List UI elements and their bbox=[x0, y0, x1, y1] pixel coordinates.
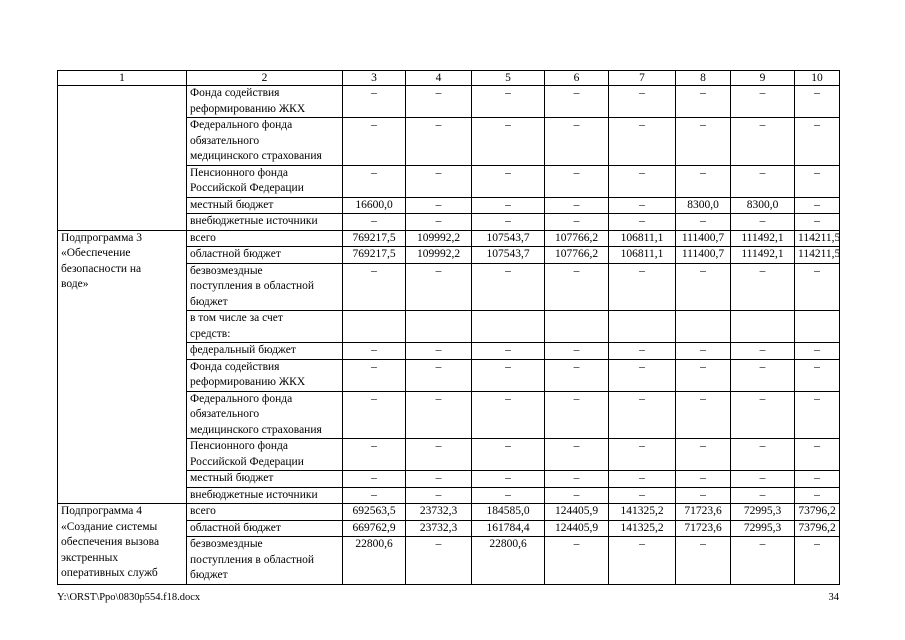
subprogram-name bbox=[58, 230, 187, 504]
subprogram-name-line: обеспечения вызова bbox=[61, 536, 160, 548]
value-cell: – bbox=[545, 214, 609, 231]
subprogram-name-line: безопасности на bbox=[61, 262, 142, 275]
value-cell: – bbox=[795, 86, 840, 118]
value-cell: – bbox=[545, 359, 609, 391]
value-cell: – bbox=[609, 391, 676, 439]
value-cell: 124405,9 bbox=[545, 520, 609, 537]
value-cell: – bbox=[676, 471, 731, 488]
value-cell: 22800,6 bbox=[343, 537, 406, 585]
value-cell: – bbox=[795, 197, 840, 214]
value-cell: – bbox=[609, 118, 676, 166]
value-cell: – bbox=[472, 471, 545, 488]
value-cell bbox=[472, 311, 545, 343]
funding-source bbox=[187, 359, 343, 391]
column-header: 9 bbox=[731, 71, 795, 86]
table-row bbox=[58, 230, 840, 247]
value-cell: 109992,2 bbox=[406, 230, 472, 247]
funding-source-line: федеральный бюджет bbox=[190, 344, 296, 356]
funding-source bbox=[187, 439, 343, 471]
value-cell: – bbox=[795, 214, 840, 231]
funding-source-line: в том числе за счет bbox=[190, 312, 283, 324]
funding-source bbox=[187, 504, 343, 521]
funding-source-line: Федерального фонда bbox=[190, 392, 293, 405]
table-body bbox=[58, 71, 840, 585]
subprogram-name-line: экстренных bbox=[61, 551, 119, 564]
value-cell: 23732,3 bbox=[406, 520, 472, 537]
funding-source-line: Федерального фонда bbox=[190, 119, 293, 131]
budget-table bbox=[57, 70, 840, 585]
value-cell bbox=[731, 311, 795, 343]
value-cell: 111400,7 bbox=[676, 247, 731, 264]
column-header: 4 bbox=[406, 71, 472, 86]
value-cell: – bbox=[795, 343, 840, 360]
value-cell: – bbox=[609, 197, 676, 214]
value-cell: 114211,5 bbox=[795, 247, 840, 264]
column-header: 8 bbox=[676, 71, 731, 86]
funding-source bbox=[187, 391, 343, 439]
value-cell: 769217,5 bbox=[343, 247, 406, 264]
value-cell: 8300,0 bbox=[731, 197, 795, 214]
value-cell: – bbox=[545, 439, 609, 471]
value-cell: 73796,2 bbox=[795, 504, 840, 521]
value-cell: – bbox=[545, 165, 609, 197]
funding-source bbox=[187, 214, 343, 231]
column-header: 3 bbox=[343, 71, 406, 86]
table-row bbox=[58, 504, 840, 521]
value-cell: – bbox=[676, 86, 731, 118]
value-cell bbox=[406, 311, 472, 343]
funding-source bbox=[187, 86, 343, 118]
value-cell: – bbox=[472, 359, 545, 391]
funding-source bbox=[187, 197, 343, 214]
value-cell: 71723,6 bbox=[676, 504, 731, 521]
value-cell: – bbox=[545, 86, 609, 118]
value-cell: – bbox=[795, 439, 840, 471]
value-cell: 692563,5 bbox=[343, 504, 406, 521]
funding-source-line: внебюджетные источники bbox=[190, 488, 318, 501]
value-cell: – bbox=[406, 537, 472, 585]
value-cell: – bbox=[545, 487, 609, 504]
funding-source-line: областной бюджет bbox=[190, 521, 281, 534]
value-cell: – bbox=[731, 263, 795, 311]
funding-source-line: поступления в областной bbox=[190, 553, 315, 566]
value-cell: – bbox=[545, 118, 609, 166]
subprogram-name-line: Подпрограмма 4 bbox=[61, 505, 143, 517]
value-cell: 111492,1 bbox=[731, 230, 795, 247]
funding-source-line: безвозмездные bbox=[190, 538, 263, 550]
value-cell: – bbox=[343, 471, 406, 488]
value-cell: – bbox=[676, 343, 731, 360]
value-cell: – bbox=[406, 439, 472, 471]
value-cell: – bbox=[406, 197, 472, 214]
value-cell: – bbox=[731, 439, 795, 471]
value-cell: – bbox=[731, 487, 795, 504]
value-cell: – bbox=[795, 359, 840, 391]
value-cell: 72995,3 bbox=[731, 520, 795, 537]
value-cell: 23732,3 bbox=[406, 504, 472, 521]
value-cell: – bbox=[795, 471, 840, 488]
value-cell: – bbox=[731, 118, 795, 166]
value-cell: 71723,6 bbox=[676, 520, 731, 537]
value-cell: – bbox=[343, 391, 406, 439]
value-cell: – bbox=[795, 487, 840, 504]
header-row bbox=[58, 71, 840, 86]
column-header: 6 bbox=[545, 71, 609, 86]
value-cell: – bbox=[343, 439, 406, 471]
subprogram-name-line: воде» bbox=[61, 278, 89, 290]
value-cell: – bbox=[676, 487, 731, 504]
value-cell: 141325,2 bbox=[609, 520, 676, 537]
value-cell: 106811,1 bbox=[609, 247, 676, 264]
value-cell: – bbox=[545, 343, 609, 360]
funding-source-line: поступления в областной bbox=[190, 280, 315, 292]
value-cell: – bbox=[731, 86, 795, 118]
value-cell: – bbox=[406, 86, 472, 118]
value-cell: – bbox=[731, 391, 795, 439]
column-header: 10 bbox=[795, 71, 840, 86]
value-cell: – bbox=[609, 537, 676, 585]
value-cell: – bbox=[676, 263, 731, 311]
value-cell bbox=[676, 311, 731, 343]
value-cell: – bbox=[795, 165, 840, 197]
value-cell: – bbox=[731, 471, 795, 488]
value-cell: – bbox=[731, 343, 795, 360]
value-cell: – bbox=[343, 263, 406, 311]
value-cell: – bbox=[406, 343, 472, 360]
value-cell: 16600,0 bbox=[343, 197, 406, 214]
funding-source-line: Пенсионного фонда bbox=[190, 166, 288, 179]
page-number: 34 bbox=[828, 592, 839, 603]
value-cell: – bbox=[609, 359, 676, 391]
funding-source-line: областной бюджет bbox=[190, 248, 281, 260]
value-cell: – bbox=[676, 165, 731, 197]
value-cell: – bbox=[343, 118, 406, 166]
value-cell: 111492,1 bbox=[731, 247, 795, 264]
subprogram-name-line: «Создание системы bbox=[61, 520, 158, 533]
value-cell: – bbox=[343, 487, 406, 504]
value-cell: – bbox=[472, 165, 545, 197]
funding-source bbox=[187, 118, 343, 166]
value-cell: 114211,5 bbox=[795, 230, 840, 247]
value-cell: – bbox=[676, 214, 731, 231]
value-cell: 73796,2 bbox=[795, 520, 840, 537]
value-cell: – bbox=[609, 471, 676, 488]
value-cell: – bbox=[406, 263, 472, 311]
funding-source bbox=[187, 471, 343, 488]
value-cell: – bbox=[343, 165, 406, 197]
funding-source-line: реформированию ЖКХ bbox=[190, 376, 306, 388]
column-header: 5 bbox=[472, 71, 545, 86]
column-header: 7 bbox=[609, 71, 676, 86]
value-cell: – bbox=[406, 391, 472, 439]
funding-source-line: медицинского страхования bbox=[190, 423, 322, 436]
funding-source bbox=[187, 263, 343, 311]
value-cell: – bbox=[545, 471, 609, 488]
value-cell bbox=[545, 311, 609, 343]
funding-source bbox=[187, 311, 343, 343]
value-cell: – bbox=[343, 359, 406, 391]
funding-source bbox=[187, 537, 343, 585]
subprogram-name bbox=[58, 86, 187, 231]
funding-source-line: Пенсионного фонда bbox=[190, 440, 288, 452]
value-cell: – bbox=[609, 343, 676, 360]
value-cell: – bbox=[472, 197, 545, 214]
value-cell bbox=[609, 311, 676, 343]
value-cell: – bbox=[795, 537, 840, 585]
value-cell: – bbox=[609, 165, 676, 197]
value-cell: – bbox=[609, 214, 676, 231]
value-cell bbox=[343, 311, 406, 343]
value-cell: – bbox=[472, 487, 545, 504]
value-cell: – bbox=[545, 197, 609, 214]
column-header: 2 bbox=[187, 71, 343, 86]
footer-file-path: Y:\ORST\Ppo\0830p554.f18.docx bbox=[57, 592, 201, 603]
funding-source bbox=[187, 165, 343, 197]
value-cell: – bbox=[676, 391, 731, 439]
funding-source bbox=[187, 343, 343, 360]
value-cell: – bbox=[343, 343, 406, 360]
funding-source-line: всего bbox=[190, 231, 216, 244]
value-cell: – bbox=[609, 439, 676, 471]
value-cell: – bbox=[609, 86, 676, 118]
value-cell: – bbox=[472, 86, 545, 118]
funding-source bbox=[187, 230, 343, 247]
value-cell: – bbox=[676, 359, 731, 391]
value-cell: 111400,7 bbox=[676, 230, 731, 247]
value-cell: – bbox=[609, 487, 676, 504]
value-cell: – bbox=[472, 263, 545, 311]
value-cell: 184585,0 bbox=[472, 504, 545, 521]
value-cell: 107766,2 bbox=[545, 247, 609, 264]
value-cell: – bbox=[795, 391, 840, 439]
funding-source-line: местный бюджет bbox=[190, 472, 274, 484]
subprogram-name-line: «Обеспечение bbox=[61, 247, 131, 259]
funding-source-line: бюджет bbox=[190, 569, 228, 581]
funding-source-line: Российской Федерации bbox=[190, 182, 304, 194]
funding-source-line: Фонда содействия bbox=[190, 87, 280, 99]
funding-source-line: всего bbox=[190, 505, 216, 517]
value-cell: – bbox=[795, 263, 840, 311]
subprogram-name-line: Подпрограмма 3 bbox=[61, 231, 143, 244]
value-cell: – bbox=[545, 391, 609, 439]
value-cell: 107766,2 bbox=[545, 230, 609, 247]
value-cell: – bbox=[472, 343, 545, 360]
value-cell: – bbox=[676, 537, 731, 585]
funding-source-line: обязательного bbox=[190, 134, 260, 147]
funding-source bbox=[187, 487, 343, 504]
value-cell: – bbox=[406, 487, 472, 504]
value-cell: – bbox=[343, 86, 406, 118]
table-row bbox=[58, 86, 840, 118]
value-cell: – bbox=[731, 359, 795, 391]
funding-source-line: обязательного bbox=[190, 408, 260, 420]
value-cell: – bbox=[676, 118, 731, 166]
funding-source-line: Российской Федерации bbox=[190, 455, 304, 468]
value-cell: – bbox=[406, 214, 472, 231]
funding-source-line: Фонда содействия bbox=[190, 360, 280, 373]
funding-source-line: реформированию ЖКХ bbox=[190, 102, 306, 115]
value-cell: – bbox=[731, 537, 795, 585]
value-cell: – bbox=[609, 263, 676, 311]
funding-source bbox=[187, 520, 343, 537]
value-cell: 161784,4 bbox=[472, 520, 545, 537]
value-cell: – bbox=[731, 214, 795, 231]
funding-source-line: безвозмездные bbox=[190, 264, 263, 277]
value-cell: – bbox=[472, 118, 545, 166]
value-cell: – bbox=[795, 118, 840, 166]
value-cell: – bbox=[406, 118, 472, 166]
value-cell: – bbox=[472, 439, 545, 471]
value-cell: 769217,5 bbox=[343, 230, 406, 247]
funding-source-line: местный бюджет bbox=[190, 198, 274, 211]
funding-source bbox=[187, 247, 343, 264]
value-cell: – bbox=[472, 214, 545, 231]
value-cell: – bbox=[545, 537, 609, 585]
funding-source-line: средств: bbox=[190, 327, 231, 340]
value-cell: 72995,3 bbox=[731, 504, 795, 521]
funding-source-line: бюджет bbox=[190, 295, 228, 308]
value-cell: – bbox=[406, 471, 472, 488]
value-cell: – bbox=[406, 359, 472, 391]
value-cell: – bbox=[545, 263, 609, 311]
value-cell: 124405,9 bbox=[545, 504, 609, 521]
value-cell: 669762,9 bbox=[343, 520, 406, 537]
funding-source-line: внебюджетные источники bbox=[190, 215, 318, 227]
value-cell: – bbox=[406, 165, 472, 197]
value-cell: 141325,2 bbox=[609, 504, 676, 521]
value-cell: – bbox=[731, 165, 795, 197]
value-cell: 107543,7 bbox=[472, 247, 545, 264]
value-cell: 8300,0 bbox=[676, 197, 731, 214]
value-cell bbox=[795, 311, 840, 343]
value-cell: 106811,1 bbox=[609, 230, 676, 247]
subprogram-name-line: оперативных служб bbox=[61, 567, 158, 579]
value-cell: 107543,7 bbox=[472, 230, 545, 247]
value-cell: – bbox=[343, 214, 406, 231]
value-cell: – bbox=[676, 439, 731, 471]
funding-source-line: медицинского страхования bbox=[190, 150, 322, 162]
value-cell: 109992,2 bbox=[406, 247, 472, 264]
column-header: 1 bbox=[58, 71, 187, 86]
value-cell: 22800,6 bbox=[472, 537, 545, 585]
value-cell: – bbox=[472, 391, 545, 439]
subprogram-name bbox=[58, 504, 187, 585]
